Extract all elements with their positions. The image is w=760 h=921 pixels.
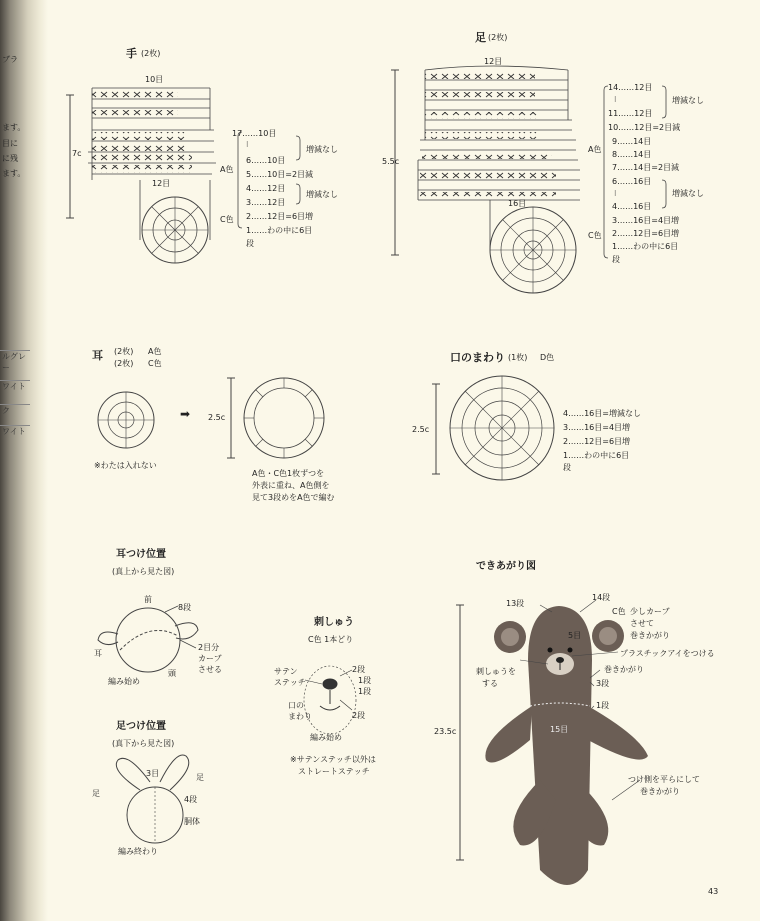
- foot-row: 8……14目: [612, 150, 652, 159]
- finished-embroider: する: [482, 679, 498, 688]
- hand-count: (2枚): [141, 49, 161, 58]
- hand-row: 6……10目: [246, 156, 286, 165]
- margin-text: ます。: [2, 169, 26, 178]
- finished-eye: プラスチックアイをつける: [620, 649, 715, 658]
- hand-color-a: A色: [220, 165, 234, 174]
- hand-top-label: 10目: [145, 75, 164, 84]
- finished-row: 3段: [596, 679, 610, 688]
- ear-pos-title: 耳つけ位置: [116, 549, 166, 560]
- foot-note: 増減なし: [672, 96, 704, 105]
- mouth-row: 1……わの中に6目: [563, 451, 630, 460]
- foot-color-a: A色: [588, 145, 602, 154]
- foot-count: (2枚): [488, 33, 508, 42]
- margin-tab: ルグレー: [0, 350, 30, 370]
- hand-title: 手: [126, 47, 137, 60]
- ear-note: ※わたは入れない: [94, 461, 157, 470]
- hand-note: 増減なし: [306, 190, 338, 199]
- ear-instruction: A色・C色1枚ずつを: [252, 469, 325, 478]
- embroidery-note: ※サテンステッチ以外は: [290, 755, 376, 764]
- ear-pos-curve: 2目分: [198, 643, 220, 652]
- foot-pos-body: 胴体: [184, 817, 200, 826]
- hand-row: 3……12目: [246, 198, 286, 207]
- mouth-chart: [432, 376, 554, 480]
- ear-pos-subtitle: (真上から見た図): [112, 567, 175, 576]
- embroidery-row: 2段: [352, 711, 366, 720]
- foot-top-label: 12目: [484, 57, 503, 66]
- foot-color-c: C色: [588, 231, 602, 240]
- mouth-color: D色: [540, 353, 555, 362]
- hand-row: 4……12目: [246, 184, 286, 193]
- foot-pos-foot: 足: [92, 789, 100, 798]
- hand-row: 1……わの中に6目: [246, 226, 313, 235]
- embroidery-row: 2段: [352, 665, 366, 674]
- ear-count-a: (2枚): [114, 347, 134, 356]
- ear-color-a: A色: [148, 347, 162, 356]
- foot-pos-end: 編み終わり: [118, 847, 158, 856]
- hand-bottom-label: 12目: [152, 179, 171, 188]
- page-number: 43: [708, 887, 719, 896]
- finished-curve: させて: [630, 619, 654, 628]
- embroidery-note: ストレートステッチ: [298, 767, 370, 776]
- ear-color-c: C色: [148, 359, 162, 368]
- finished-row: 13段: [506, 599, 525, 608]
- ear-diameter: 2.5c: [208, 413, 226, 422]
- hand-height: 7c: [72, 149, 82, 158]
- foot-row: 3……16目=4目増: [612, 216, 680, 225]
- ear-title: 耳: [92, 349, 103, 362]
- embroidery-title: 刺しゅう: [314, 617, 354, 628]
- embroidery-satin: サテン: [274, 667, 298, 676]
- finished-title: できあがり図: [476, 561, 536, 572]
- embroidery-color: C色 1本どり: [308, 635, 354, 644]
- foot-bottom-label: 16目: [508, 199, 527, 208]
- ear-pos-front: 前: [144, 595, 152, 604]
- ear-instruction: 見て3段めをA色で編む: [252, 493, 335, 502]
- foot-pos-stitches: 3目: [146, 769, 160, 778]
- foot-pos-row: 4段: [184, 795, 198, 804]
- finished-whip: 巻きかがり: [604, 665, 644, 674]
- mouth-title: 口のまわり: [450, 351, 505, 364]
- foot-row: 7……14目=2目減: [612, 163, 680, 172]
- finished-flat: 巻きかがり: [640, 787, 680, 796]
- hand-color-c: C色: [220, 215, 234, 224]
- mouth-dan: 段: [563, 463, 571, 472]
- foot-row: 10……12目=2目減: [608, 123, 681, 132]
- foot-row-dots: ⁝: [614, 189, 617, 198]
- foot-row: 4……16目: [612, 202, 652, 211]
- finished-stitches: 5目: [568, 631, 582, 640]
- foot-row: 11……12目: [608, 109, 653, 118]
- arrow-right-icon: ➡: [180, 407, 191, 421]
- foot-row: 6……16目: [612, 177, 652, 186]
- margin-text: に残: [2, 154, 18, 163]
- finished-row: 14段: [592, 593, 611, 602]
- foot-pos-subtitle: (真下から見た図): [112, 739, 175, 748]
- hand-row: 17……10目: [232, 129, 277, 138]
- foot-height: 5.5c: [382, 157, 400, 166]
- foot-chart: [391, 66, 580, 293]
- hand-row-dots: ⁝: [246, 140, 249, 149]
- finished-color: C色: [612, 607, 626, 616]
- margin-text: ます。: [2, 123, 26, 132]
- finished-stitches: 15目: [550, 725, 569, 734]
- hand-row: 2……12目=6目増: [246, 212, 314, 221]
- finished-row: 1段: [596, 701, 610, 710]
- finished-curve: 巻きかがり: [630, 631, 670, 640]
- margin-tab: ク: [0, 404, 30, 424]
- ear-instruction: 外表に重ね、A色側を: [252, 481, 330, 490]
- ear-pos-start: 編み始め: [108, 677, 140, 686]
- embroidery-mouth: 口の: [288, 701, 304, 710]
- ear-pos-curve: させる: [198, 665, 222, 674]
- ear-count-c: (2枚): [114, 359, 134, 368]
- finished-bear-drawing: [456, 600, 648, 885]
- mouth-row: 4……16目=増減なし: [563, 409, 641, 418]
- finished-curve: 少しカーブ: [630, 607, 670, 616]
- hand-note: 増減なし: [306, 145, 338, 154]
- ear-pos-curve: カーブ: [198, 654, 222, 663]
- foot-row: 1……わの中に6目: [612, 242, 679, 251]
- foot-pos-title: 足つけ位置: [116, 721, 166, 732]
- ear-pos-head: 頭: [168, 669, 176, 678]
- margin-text: ブラ: [2, 55, 18, 64]
- mouth-row: 2……12目=6目増: [563, 437, 631, 446]
- embroidery-row: 1段: [358, 687, 372, 696]
- ear-pos-row: 8段: [178, 603, 192, 612]
- foot-row-dots: ⁝: [614, 95, 617, 104]
- margin-tab: ワイト: [0, 425, 30, 445]
- foot-dan: 段: [612, 255, 620, 264]
- foot-title: 足: [475, 31, 486, 44]
- mouth-count: (1枚): [508, 353, 528, 362]
- foot-row: 14……12目: [608, 83, 653, 92]
- ear-position-diagram: [98, 603, 198, 672]
- hand-chart: [66, 88, 216, 263]
- embroidery-start: 編み始め: [310, 733, 342, 742]
- foot-row: 2……12目=6目増: [612, 229, 680, 238]
- finished-height: 23.5c: [434, 727, 457, 736]
- margin-tab: ワイト: [0, 380, 30, 400]
- hand-row: 5……10目=2目減: [246, 170, 314, 179]
- embroidery-mouth: まわり: [288, 712, 312, 721]
- foot-note: 増減なし: [672, 189, 704, 198]
- finished-embroider: 刺しゅうを: [476, 667, 516, 676]
- finished-flat: つけ側を平らにして: [628, 775, 700, 784]
- embroidery-diagram: [304, 666, 356, 734]
- embroidery-satin: ステッチ: [274, 678, 306, 687]
- ear-pos-ear: 耳: [94, 649, 102, 658]
- hand-dan: 段: [246, 239, 254, 248]
- mouth-diameter: 2.5c: [412, 425, 430, 434]
- foot-pos-foot: 足: [196, 773, 204, 782]
- foot-row: 9……14目: [612, 137, 652, 146]
- embroidery-row: 1段: [358, 676, 372, 685]
- margin-text: 目に: [2, 139, 18, 148]
- mouth-row: 3……16目=4目増: [563, 423, 631, 432]
